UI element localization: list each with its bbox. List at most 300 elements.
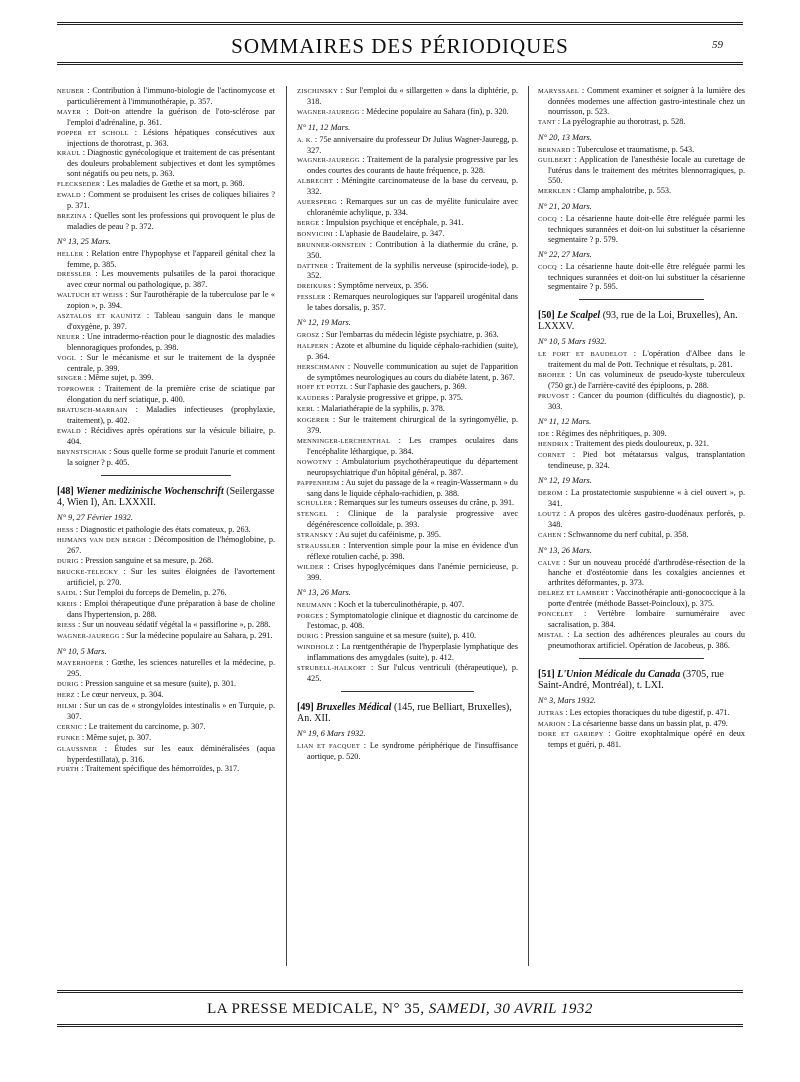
article-author: LOUTZ [538,510,561,518]
article-entry [297,393,518,404]
article-title: : Les ectopies thoraciques du tube digestif, p. 471. [563,707,730,717]
journal-title: Bruxelles Médical [316,701,394,713]
article-author: CORNET [538,452,566,460]
article-title: : Relation entre l'hypophyse et l'appareil génital chez la femme, p. 385. [67,248,275,269]
article-title: : Diagnostic gynécologique et traitement de cas présentant des douleurs probablement subjectives et dont les symptômes sont négatifs ou peu nets, p. 363. [67,148,275,179]
issue-heading: N° 11, 12 Mars. [538,416,592,426]
article-entry [297,240,518,261]
article-author: NEUMANN [297,601,332,609]
article-title: : La rœntgenthérapie de l'hyperplasie lymphatique des inflammations des amygdales (suite), p. 412. [307,642,518,663]
article-title: : Azote et albumine du liquide céphalo-rachidien (suite), p. 364. [307,340,518,361]
article-entry [538,86,745,117]
article-entry [297,107,518,118]
article-title: : La césarienne haute doit-elle être reléguée parmi les techniques surannées et doit-on lui substituer la césarienne segmentaire ? p. 595. [548,261,745,292]
article-entry [297,642,518,663]
article-author: STRUBELL-HALKORT [297,665,367,673]
article-author: GLAUSSNER [57,745,98,753]
article-author: MISTAL [538,631,564,639]
article-title: : Même sujet, p. 307. [79,732,152,742]
article-title: : Une intradermo-réaction pour le diagnostic des maladies blennoragiques profondes, p. 398. [67,331,275,352]
article-title: : Méningite carcinomateuse de la base du cerveau, p. 332. [307,176,518,197]
article-author: WAGNER-JAUREGG [297,108,360,116]
header-rule [57,62,743,65]
article-author: PORGES [297,612,324,620]
article-entry [538,530,745,541]
article-title: : Le traitement du carcinome, p. 307. [82,721,206,731]
section-separator [101,475,232,476]
article-entry [538,117,745,128]
article-author: FUNKE [57,734,80,742]
article-entry [297,436,518,457]
article-entry [538,450,745,471]
article-entry [57,447,275,468]
article-entry [57,384,275,405]
article-title: : Études sur les eaux déminéralisées (aqua hyperdestillata), p. 316. [67,743,275,764]
article-title: : Goitre exophtalmique opéré en deux temps et guéri, p. 481. [548,729,745,750]
article-author: BERNARD [538,146,571,154]
article-author: CAHEN [538,531,562,539]
article-title: : Sur le mécanisme et sur le traitement de la dyspnée centrale, p. 399. [67,352,275,373]
article-entry [538,145,745,156]
article-author: POPPER ET SCHOLL [57,129,129,137]
article-author: LE FORT ET BAUDELOT [538,351,628,359]
issue-heading: N° 9, 27 Février 1932. [57,512,133,522]
article-entry [57,148,275,179]
article-title: : Pied bot métatarsus valgus, transplantation tendineuse, p. 324. [548,450,745,471]
issue-heading: N° 3, Mars 1932. [538,695,597,705]
article-entry [538,719,745,730]
article-entry [297,229,518,240]
article-entry [57,249,275,270]
article-title: : Crises hypoglycémiques dans l'anémie pernicieuse, p. 399. [307,561,518,582]
article-title: : L'opération d'Albee dans le traitement du mal de Pott. Technique et résultats, p. 281. [548,349,745,370]
article-entry [538,509,745,530]
article-title: : Sur l'aurothérapie de la tuberculose par le « zopion », p. 394. [67,290,275,311]
article-entry [297,261,518,282]
article-entry [297,330,518,341]
article-author: A. K. [297,136,313,144]
journal-heading [538,669,745,691]
article-entry [57,567,275,588]
issue-heading: N° 20, 13 Mars. [538,132,592,142]
issue-heading: N° 10, 5 Mars 1932. [538,337,607,347]
article-entry [538,609,745,630]
article-author: STENGEL [297,511,328,519]
article-title: : L'aphasie de Baudelaire, p. 347. [333,228,445,238]
article-title: : La pyélographie au thorotrast, p. 528. [555,116,686,126]
article-author: BONVICINI [297,230,334,238]
article-entry [57,631,275,642]
article-author: TANT [538,118,556,126]
article-entry [57,332,275,353]
article-title: : Remarques sur les tumeurs osseuses du crâne, p. 391. [332,498,515,508]
article-entry [57,556,275,567]
article-author: MARION [538,720,566,728]
article-entry [297,741,518,762]
article-title: : Sur l'emploi du forceps de Demelin, p. 276. [77,587,227,597]
article-author: MERKLEN [538,188,571,196]
article-title: : Symptôme nerveux, p. 356. [331,281,429,291]
column-divider [528,86,529,966]
article-title: : Traitement de la première crise de sciatique par élongation du nerf sciatique, p. 400. [67,384,275,405]
article-author: VOGL [57,354,76,362]
article-entry [297,362,518,383]
article-title: : Quelles sont les professions qui provoquent le plus de maladies de peau ? p. 372. [67,210,275,231]
article-title: : Contribution à l'immuno-biologie de l'actinomycose et particulièrement à l'immunothérapie, p. 357. [67,86,275,106]
article-entry [57,658,275,679]
article-author: FESSLER [297,294,326,302]
article-entry [297,197,518,218]
article-entry [297,611,518,632]
article-entry [297,600,518,611]
article-title: : Doit-on attendre la guérison de l'oto-sclérose par l'emploi d'adrénaline, p. 361. [67,106,275,127]
article-entry [57,290,275,311]
article-entry [538,488,745,509]
article-entry [57,211,275,232]
article-title: : Les maladies de Gœthe et sa mort, p. 368. [100,179,245,189]
article-title: : Médecine populaire au Sahara (fin), p. 320. [359,106,509,116]
article-author: DEROM [538,490,563,498]
article-entry [297,155,518,176]
article-title: : Sur un nouveau procédé d'arthrodèse-résection de la hanche et d'ostéotomie dans les coxalgies anciennes et arthrites déformantes, p. 373. [548,557,745,588]
article-author: WINDHOLZ [297,644,334,652]
article-entry [57,588,275,599]
article-entry [297,415,518,436]
article-title: : Malariathérapie de la syphilis, p. 378. [314,404,445,414]
article-entry [57,311,275,332]
article-entry [57,764,275,775]
article-entry [57,179,275,190]
article-author: DREIKURS [297,283,332,291]
issue-heading: N° 10, 5 Mars. [57,646,107,656]
page-title: SOMMAIRES DES PÉRIODIQUES [231,34,569,58]
footer-top-rule [57,990,743,993]
article-entry [57,405,275,426]
article-author: TOPROWER [57,386,95,394]
article-entry [538,439,745,450]
article-author: MAYERHOFER [57,660,104,668]
article-title: : Paralysie progressive et grippe, p. 375. [329,393,463,403]
article-entry [57,86,275,107]
article-entry [57,128,275,149]
article-author: PAPPENHEIM [297,479,340,487]
issue-heading: N° 13, 26 Mars. [297,587,351,597]
article-author: JUTRAS [538,709,564,717]
article-author: HOFF ET POTZL [297,384,349,392]
article-entry [57,733,275,744]
issue-heading: N° 19, 6 Mars 1932. [297,728,366,738]
article-author: HESS [57,526,74,534]
article-author: PONCELET [538,611,574,619]
article-author: BRUCKE-TELECKY [57,569,119,577]
column-middle [297,86,518,762]
article-title: : Traitement spécifique des hémorroïdes, p. 317. [79,764,240,774]
article-author: KERL [297,406,315,414]
page-number: 59 [712,39,723,51]
article-title: : Comment examiner et soigner à la lumière des données modernes une affection gastro-intestinale chez un nourrisson, p. 523. [548,86,745,116]
journal-heading [297,702,518,724]
article-title: : Koch et la tuberculinothérapie, p. 407. [331,599,465,609]
article-title: : Tableau sanguin dans le manque d'oxygène, p. 397. [67,311,275,331]
article-author: DURIG [297,633,319,641]
article-author: WILDER [297,563,324,571]
article-title: : Sur la médecine populaire au Sahara, p. 291. [119,630,273,640]
article-title: : Ambulatorium psychothérapeutique du département neuropsychiatrique d'un hôpital général, p. 387. [307,456,518,477]
article-entry [297,86,518,107]
article-entry [297,382,518,393]
article-author: HENDRIX [538,441,569,449]
article-title: : Lésions hépatiques consécutives aux injections de thorotrast, p. 363. [67,127,275,148]
article-entry [538,370,745,391]
article-title: : Nouvelle communication au sujet de l'apparition de symptômes neurologiques au cours du diabète latent, p. 367. [307,361,518,382]
article-entry [297,631,518,642]
article-title: : La césarienne haute doit-elle être reléguée parmi les techniques surannées et doit-on lui substituer la césarienne segmentaire ? p. 579. [548,213,745,244]
article-entry [538,429,745,440]
footer-date: SAMEDI, 30 AVRIL 1932 [428,1001,593,1017]
journal-number: [50] [538,310,558,322]
article-entry [297,663,518,684]
article-title: : Traitement de la syphilis nerveuse (spirocide-iode), p. 352. [307,260,518,281]
article-author: NOWOTNY [297,458,333,466]
journal-number: [49] [297,701,317,713]
article-entry [57,525,275,536]
article-title: : Sur l'aphasie des gauchers, p. 369. [348,382,467,392]
article-entry [57,535,275,556]
article-author: GUILBERT [538,157,572,165]
article-title: : La prostatectomie suspubienne « à ciel ouvert », p. 341. [548,488,745,508]
article-title: : Sur un cas de « strongyloïdes intestinalis » en Turquie, p. 307. [67,701,275,721]
article-author: CALVE [538,559,561,567]
issue-heading: N° 12, 19 Mars. [297,318,351,328]
article-author: LIAN ET FACQUET [297,742,361,750]
article-title: : 75e anniversaire du professeur Dr Julius Wagner-Jauregg, p. 327. [307,134,518,155]
article-entry [57,269,275,290]
article-entry [57,679,275,690]
issue-heading: N° 11, 12 Mars. [297,122,351,132]
column-divider [286,86,287,966]
article-author: MARYSSAEL [538,88,580,95]
article-title: : A propos des ulcères gastro-duodénaux perforés, p. 348. [548,508,745,529]
article-author: KREIS [57,600,77,608]
article-author: SAIDL [57,589,78,597]
article-author: BERGE [297,219,320,227]
top-rule [57,22,743,25]
article-title: : Intervention simple pour la mise en évidence d'un réflexe rotulien caché, p. 398. [307,541,518,561]
article-author: MENNINGER-LERCHENTHAL [297,438,391,445]
article-title: : Remarques neurologiques sur l'appareil urogénital dans le tabes dorsalis, p. 357. [307,292,518,313]
article-author: KAUDERS [297,395,330,403]
article-author: COCQ [538,215,557,223]
article-author: DORE ET GARIEPY [538,731,604,739]
article-entry [57,690,275,701]
article-author: EWALD [57,428,81,435]
article-title: : Sur l'emploi du « sillargetten » dans la diphtérie, p. 318. [307,86,518,106]
article-title: : Sur l'embarras du médecin légiste psychiatre, p. 363. [319,329,499,339]
article-title: : Au sujet du caféinisme, p. 395. [333,530,441,540]
article-entry [538,349,745,370]
journal-title: Wiener medizinische Wochenschrift [76,485,227,497]
article-author: SINGER [57,375,82,383]
article-entry [297,562,518,583]
article-title: : Diagnostic et pathologie des états comateux, p. 263. [73,524,251,534]
article-author: SCHULLER [297,500,333,508]
article-entry [538,630,745,651]
article-author: HILMI [57,703,77,711]
article-entry [538,186,745,197]
article-title: : Décomposition de l'hémoglobine, p. 267. [67,535,275,556]
journal-address: (93, rue de la Loi, Bruxelles), An. LXXXV. [538,310,738,333]
article-title: : Traitement des pieds douloureux, p. 321. [568,439,709,449]
article-author: KOGERER [297,417,330,425]
article-author: COCQ [538,263,557,271]
article-entry [297,498,518,509]
column-right [538,86,745,750]
article-author: NEUER [57,333,80,341]
article-title: : Vaccinothérapie anti-gonococcique à la porte d'entrée (méthode Basset-Poincloux), p. 375. [548,588,746,609]
article-title: : Le cœur nerveux, p. 304. [74,690,164,700]
issue-heading: N° 21, 20 Mars. [538,202,592,212]
article-entry [297,176,518,197]
article-author: STRANSKY [297,532,334,540]
section-separator [341,691,474,692]
article-entry [297,341,518,362]
article-title: : Au sujet du passage de la « reagin-Wassermann » du sang dans le liquide céphalo-rachidien, p. 388. [307,477,518,498]
journal-number: [48] [57,485,77,497]
article-author: DURIG [57,681,79,689]
column-left [57,86,275,775]
article-title: : Remarques sur un cas de myélite funiculaire avec chloranémie achylique, p. 334. [307,197,518,217]
article-title: : Traitement de la paralysie progressive par les ondes courtes des courants de haute fréquence, p. 328. [307,155,518,176]
footer-bottom-rule [57,1024,743,1027]
journal-heading [538,310,745,332]
article-entry [57,744,275,765]
article-entry [297,292,518,313]
article-author: BRUNNER-ORNSTEIN [297,241,367,249]
article-author: WALTUCH ET WEISS [57,292,124,300]
article-entry [297,281,518,292]
article-author: RIESS [57,621,76,629]
article-entry [57,373,275,384]
article-title: : Pression sanguine et sa mesure (suite), p. 410. [318,631,477,641]
article-entry [297,135,518,156]
article-entry [57,701,275,722]
article-title: : La section des adhérences pleurales au cours du pneumothorax artificiel. Opération de Jacobeus, p. 386. [548,629,745,650]
article-title: : Clamp amphalotribe, p. 553. [571,186,672,196]
article-author: STRAUSSLER [297,543,341,551]
article-entry [538,729,745,750]
article-title: : Clinique de la paralysie progressive avec dégénérescence colloïdale, p. 393. [307,509,518,530]
journal-heading [57,486,275,508]
journal-address: (3705, rue Saint-André, Montréal), t. LXI. [538,668,724,691]
article-title: : Cancer du poumon (difficultés du diagnostic), p. 303. [548,390,745,411]
article-title: : Pression sanguine et sa mesure (suite), p. 301. [78,679,237,689]
article-title: : Un cas volumineux de pseudo-kyste tuberculeux (750 gr.) de l'arrière-cavité des épiploons, p. 288. [548,370,745,390]
issue-heading: N° 13, 26 Mars. [538,545,592,555]
article-author: DATTNER [297,262,329,270]
article-author: WAGNER-JAUREGG [57,632,120,640]
article-title: : Schwannome du nerf cubital, p. 358. [561,529,689,539]
article-title: : Pression sanguine et sa mesure, p. 268. [78,556,214,566]
article-entry [297,530,518,541]
article-entry [538,558,745,589]
article-title: : Contribution à la diathermie du crâne, p. 350. [307,239,518,260]
footer-paper: LA PRESSE MEDICALE, N° 35, [207,1001,425,1017]
article-entry [297,509,518,530]
article-author: IDE [538,430,550,438]
article-title: : Impulsion psychique et encéphale, p. 341. [319,217,464,227]
article-title: : Sous quelle forme se produit l'anurie et comment la soigner ? p. 405. [67,446,275,467]
article-entry [57,107,275,128]
article-author: ASZTALOS ET KAUNITZ [57,313,142,321]
section-separator [579,299,703,300]
article-title: : Même sujet, p. 399. [81,373,154,383]
issue-heading: N° 13, 25 Mars. [57,236,111,246]
section-separator [579,658,703,659]
article-author: DELREZ ET LAMBERT [538,590,609,598]
article-title: : Récidives après opérations sur la vésicule biliaire, p. 404. [67,426,275,446]
article-title: : Le syndrome périphérique de l'insuffisance aortique, p. 520. [307,740,518,761]
article-author: HALPERN [297,342,329,350]
article-entry [538,155,745,186]
article-entry [297,541,518,562]
article-author: PRUVOST [538,392,570,400]
article-author: BRYNSTSCHAK [57,448,107,456]
article-author: FURTH [57,766,80,774]
article-author: AUERSPERG [297,199,337,207]
article-author: NEUBER [57,88,85,95]
article-title: : Sur le traitement chirurgical de la syringomyélie, p. 379. [307,415,518,436]
article-title: : Sur l'ulcus ventriculi (thérapeutique), p. 425. [307,663,518,683]
article-entry [57,620,275,631]
issue-heading: N° 12, 19 Mars. [538,476,592,486]
article-entry [57,722,275,733]
article-title: : Vertèbre lombaire surnuméraire avec sacralisation, p. 384. [548,609,745,629]
article-title: : Comment se produisent les crises de coliques biliaires ? p. 371. [67,190,275,210]
article-title: : Emploi thérapeutique d'une préparation à base de choline dans l'hypertension, p. 288. [67,598,275,619]
article-title: : Les crampes oculaires dans l'encéphalite léthargique, p. 384. [307,436,518,456]
article-entry [57,353,275,374]
article-title: : Gœthe, les sciences naturelles et la médecine, p. 295. [67,658,275,679]
article-author: HERZ [57,692,75,700]
article-author: EWALD [57,192,81,200]
article-title: : Régimes des néphritiques, p. 309. [549,428,667,438]
article-entry [538,391,745,412]
article-title: : Application de l'anesthésie locale au curettage de l'utérus dans le traitement des métrites blennorragiques, p. 550. [548,155,745,186]
article-title: : La césarienne basse dans un bassin plat, p. 479. [565,718,728,728]
article-author: DURIG [57,558,79,566]
article-author: HELLER [57,250,84,258]
article-author: HIJMANS VAN DEN BERGH [57,537,146,545]
article-entry [538,708,745,719]
article-author: BRATUSCH-MARRAIN [57,407,128,415]
article-author: ALBRECHT [297,178,334,186]
journal-address: (145, rue Belliart, Bruxelles), An. XII. [297,701,512,724]
article-title: : Maladies infectieuses (prophylaxie, traitement), p. 402. [67,405,275,426]
article-entry [297,218,518,229]
article-title: : Tuberculose et traumatisme, p. 543. [570,144,695,154]
journal-number: [51] [538,668,558,680]
article-author: CERNIC [57,723,83,731]
article-author: KRAUL [57,150,81,158]
article-title: : Sur un nouveau sédatif végétal la « passiflorine », p. 288. [75,619,271,629]
article-title: : Les mouvements pulsatiles de la paroi thoracique avec cœur normal ou pathologique, p. 387. [67,269,275,290]
article-author: DRESSLER [57,271,92,279]
article-entry [57,190,275,211]
article-author: MAYER [57,108,81,116]
article-entry [538,262,745,293]
journal-title: Le Scalpel [557,310,603,322]
article-author: ZISCHINSKY [297,88,338,95]
